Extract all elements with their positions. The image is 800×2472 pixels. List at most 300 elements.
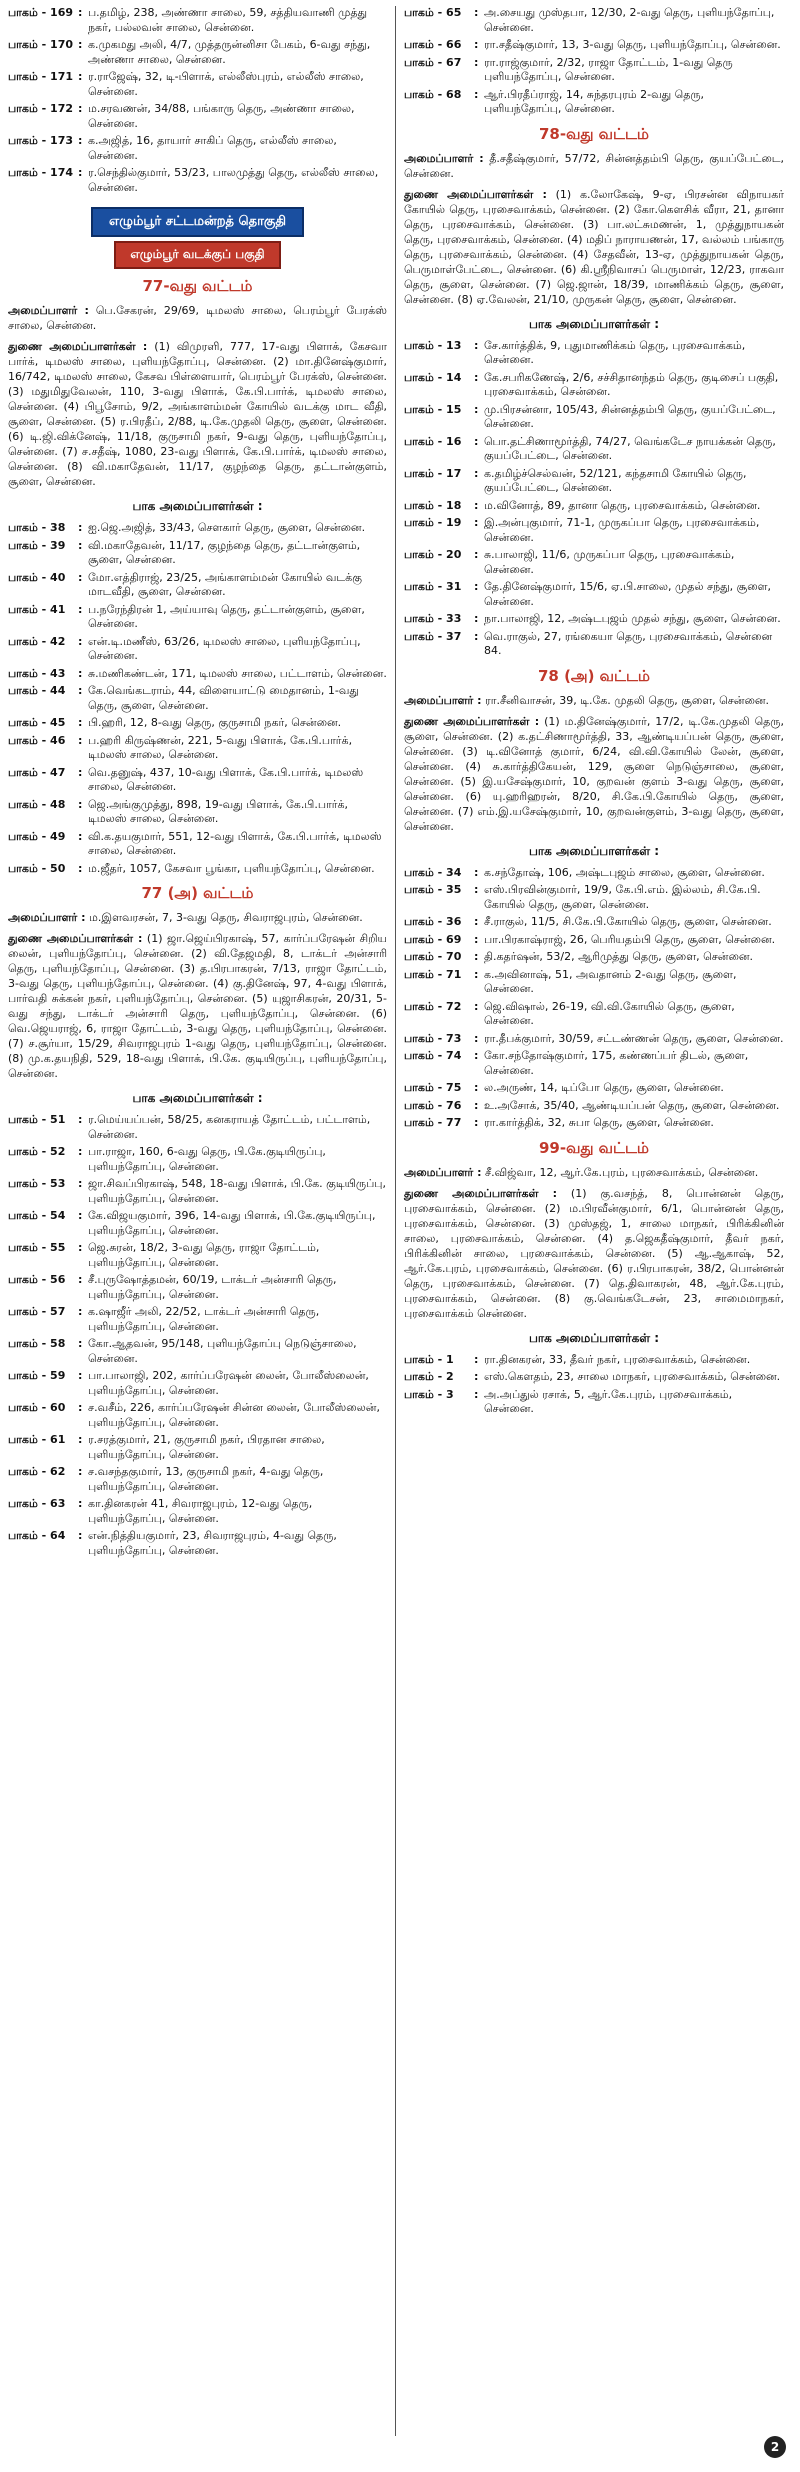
booth-number: பாகம் - 44 — [8, 684, 66, 697]
booth-number: பாகம் - 37 — [404, 629, 462, 643]
colon-separator: : — [474, 370, 479, 384]
booth-number: பாகம் - 50 — [8, 861, 66, 875]
constituency-title: எழும்பூர் சட்டமன்றத் தொகுதி — [91, 207, 304, 237]
colon-separator: : — [78, 1305, 83, 1318]
booth-number: பாகம் - 52 — [8, 1145, 66, 1158]
booth-organizer-detail: வெ.ராகுல், 27, ரங்கையா தெரு, புரசைவாக்கம், சென்னை 84. — [484, 629, 773, 657]
booth-organizer-detail: என்.நித்தியகுமார், 23, சிவராஜபுரம், 4-வது தெரு, புளியந்தோப்பு, சென்னை. — [88, 1529, 337, 1557]
booth-entry — [8, 1273, 387, 1302]
colon-separator: : — [78, 70, 83, 83]
ward-78-organizer — [404, 151, 784, 181]
booth-entry — [404, 38, 784, 53]
booth-organizer-detail: தி.கதர்ஷன், 53/2, ஆரிமுத்து தெரு, சூளை, சென்னை. — [484, 950, 754, 963]
ward-78a-title: 78 (அ) வட்டம் — [537, 666, 650, 685]
booth-organizer-detail: சீ.ராகுல், 11/5, சி.கே.பி.கோயில் தெரு, சூளை, சென்னை. — [484, 915, 772, 928]
booth-organizer-detail: சு.பாலாஜி, 11/6, முருகப்பா தெரு, புரசைவாக்கம், சென்னை. — [484, 548, 735, 576]
colon-separator: : — [474, 1031, 479, 1045]
colon-separator: : — [78, 1497, 83, 1510]
booth-number: பாகம் - 38 — [8, 521, 66, 534]
booth-entry — [404, 1388, 784, 1417]
booth-entry — [8, 1401, 387, 1430]
ward-99-organizer — [404, 1165, 784, 1180]
booth-number: பாகம் - 69 — [404, 932, 462, 946]
colon-separator: : — [78, 134, 83, 147]
booth-organizer-detail: க.அஜித், 16, தாயார் சாகிப் தெரு, எல்லீஸ் சாலை, சென்னை. — [88, 134, 337, 162]
booth-organizer-detail: ரா.ராஜ்குமார், 2/32, ராஜா தோட்டம், 1-வது தெரு புளியந்தோப்பு, சென்னை. — [484, 55, 733, 83]
booth-entry — [8, 1145, 387, 1174]
booth-entry — [404, 933, 784, 948]
booth-organizer-detail: க.சந்தோஷ், 106, அஷ்டபுஜம் சாலை, சூளை, சென்னை. — [484, 865, 765, 879]
booth-entry — [404, 548, 784, 577]
booth-organizer-detail: ர.செந்தில்குமார், 53/23, பாலமுத்து தெரு, எல்லீஸ் சாலை, சென்னை. — [88, 166, 379, 194]
colon-separator: : — [78, 1241, 83, 1254]
colon-separator: : — [474, 338, 479, 352]
colon-separator: : — [78, 602, 83, 616]
booth-entry — [8, 6, 387, 35]
left-top-entries — [8, 6, 387, 195]
booth-number: பாகம் - 72 — [404, 999, 462, 1013]
colon-separator: : — [474, 1098, 479, 1112]
booth-entry — [404, 1370, 784, 1385]
deputies-label: துணை அமைப்பாளர்கள் : — [404, 1186, 558, 1200]
booth-entry — [404, 580, 784, 609]
colon-separator: : — [474, 1352, 479, 1366]
booth-number: பாகம் - 48 — [8, 797, 66, 811]
booth-entry — [8, 571, 387, 600]
colon-separator: : — [78, 570, 83, 584]
booth-number: பாகம் - 73 — [404, 1031, 462, 1045]
colon-separator: : — [474, 402, 479, 416]
ward-78a-organizer — [404, 693, 784, 708]
booth-entry — [8, 830, 387, 859]
colon-separator: : — [474, 883, 479, 896]
colon-separator: : — [78, 1177, 83, 1190]
colon-separator: : — [474, 915, 479, 928]
booth-organizer-detail: ர.மெய்யப்பன், 58/25, கனகராயத் தோட்டம், பட்டாளம், சென்னை. — [88, 1113, 371, 1141]
booth-organizer-detail: ஜெ.விஷால், 26-19, வி.வி.கோயில் தெரு, சூளை, சென்னை. — [484, 999, 735, 1027]
booth-number: பாகம் - 60 — [8, 1401, 66, 1414]
booth-number: பாகம் - 57 — [8, 1305, 66, 1318]
ward-77-title: 77-வது வட்டம் — [142, 277, 253, 295]
booth-number: பாகம் - 59 — [8, 1369, 66, 1382]
colon-separator: : — [78, 102, 83, 115]
booth-number: பாகம் - 56 — [8, 1273, 66, 1286]
colon-separator: : — [78, 6, 83, 19]
booth-organizer-detail: ச.வசீம், 226, கார்ப்பரேஷன் சின்ன லைன், போலீஸ்லைன், புளியந்தோப்பு, சென்னை. — [88, 1401, 380, 1429]
booth-organizer-detail: ஜெ.அங்குமுத்து, 898, 19-வது பிளாக், கே.பி.பார்க், டிமலஸ் சாலை, சென்னை. — [88, 797, 349, 825]
ward-77a-title: 77 (அ) வட்டம் — [141, 884, 254, 902]
colon-separator: : — [78, 1145, 83, 1158]
booth-organizer-detail: பா.பாலாஜி, 202, கார்ப்பரேஷன் லைன், போலீஸ்லைன், புளியந்தோப்பு, சென்னை. — [88, 1369, 369, 1397]
booth-entry — [8, 1241, 387, 1270]
booth-organizer-detail: ப.ஹரி கிருஷ்ணன், 221, 5-வது பிளாக், கே.பி.பார்க், டிமலஸ் சாலை, சென்னை. — [88, 733, 353, 761]
ward-78-deputies — [404, 187, 784, 307]
booth-entry — [404, 88, 784, 117]
colon-separator: : — [474, 1387, 479, 1401]
booth-number: பாகம் - 169 — [8, 6, 74, 19]
booth-organizer-detail: கோ.சந்தோஷ்குமார், 175, கண்ணப்பர் திடல், சூளை, சென்னை. — [484, 1049, 749, 1077]
booth-entry — [404, 499, 784, 514]
booth-entry — [404, 1099, 784, 1114]
colon-separator: : — [78, 634, 83, 648]
booth-entry — [404, 467, 784, 496]
deputies-label: துணை அமைப்பாளர்கள் : — [404, 714, 540, 728]
booth-entry — [8, 766, 387, 795]
booth-entry — [404, 950, 784, 965]
booth-entry — [8, 166, 387, 195]
booth-entry — [404, 1116, 784, 1131]
ward-78-booth-list — [404, 339, 784, 659]
colon-separator: : — [474, 38, 479, 51]
ward-77-booth-list — [8, 521, 387, 876]
booth-organizer-detail: ஜா.சிவப்பிரகாஷ், 548, 18-வது பிளாக், பி.கே. குடியிருப்பு, புளியந்தோப்பு, சென்னை. — [88, 1177, 386, 1205]
booth-entry — [8, 716, 387, 731]
booth-organizer-detail: ர.ராஜேஷ், 32, டி-பிளாக், எல்லீஸ்புரம், எல்லீஸ் சாலை, சென்னை. — [88, 70, 364, 98]
booth-number: பாகம் - 173 — [8, 134, 74, 147]
colon-separator: : — [78, 521, 83, 534]
booth-organizer-detail: கே.வெங்கடராம், 44, விளையாட்டு மைதானம், 1-வது தெரு, சூளை, சென்னை. — [88, 684, 359, 712]
booth-entry — [8, 134, 387, 163]
colon-separator: : — [474, 498, 479, 512]
booth-organizer-detail: உ.அசோக், 35/40, ஆண்டியப்பன் தெரு, சூளை, சென்னை. — [484, 1098, 780, 1112]
colon-separator: : — [78, 1433, 83, 1446]
organizer-text: பெ.சேகரன், 29/69, டிமலஸ் சாலை, பெரம்பூர் பேரக்ஸ் சாலை, சென்னை. — [8, 304, 388, 332]
colon-separator: : — [474, 87, 479, 101]
colon-separator: : — [474, 932, 479, 946]
booth-number: பாகம் - 61 — [8, 1433, 66, 1446]
ward-99-title: 99-வது வட்டம் — [539, 1138, 649, 1157]
booth-entry — [8, 1529, 387, 1558]
booth-number: பாகம் - 41 — [8, 602, 66, 616]
booth-organizer-detail: ம.சரவணன், 34/88, பங்காரு தெரு, அண்ணா சாலை, சென்னை. — [88, 102, 355, 130]
booth-organizer-detail: வி.க.தயகுமார், 551, 12-வது பிளாக், கே.பி.பார்க், டிமலஸ் சாலை, சென்னை. — [88, 829, 382, 857]
booth-entry — [404, 403, 784, 432]
colon-separator: : — [78, 765, 83, 779]
booth-organizer-detail: அ.சையது முஸ்தபா, 12/30, 2-வது தெரு, புளியந்தோப்பு, சென்னை. — [484, 6, 775, 34]
booth-number: பாகம் - 67 — [404, 55, 462, 69]
booth-number: பாகம் - 13 — [404, 338, 462, 352]
booth-entry — [8, 1305, 387, 1334]
booth-entry — [404, 339, 784, 368]
booth-number: பாகம் - 2 — [404, 1370, 454, 1383]
booth-entry — [404, 612, 784, 627]
booth-organizer-detail: ஐ.ஜெ.அஜித், 33/43, சௌகார் தெரு, சூளை, சென்னை. — [88, 521, 366, 534]
ward-78-title: 78-வது வட்டம் — [539, 124, 649, 143]
booth-number: பாகம் - 62 — [8, 1465, 66, 1478]
booth-entry — [8, 38, 387, 67]
deputies-label: துணை அமைப்பாளர்கள் : — [404, 187, 547, 201]
booth-entry — [8, 70, 387, 99]
booth-entry — [8, 102, 387, 131]
booth-number: பாகம் - 174 — [8, 166, 74, 179]
booth-number: பாகம் - 75 — [404, 1081, 462, 1094]
booth-number: பாகம் - 51 — [8, 1113, 66, 1126]
booth-entry — [404, 1081, 784, 1096]
booth-organizer-detail: க.தமிழ்ச்செல்வன், 52/121, கந்தசாமி கோயில் தெரு, குயப்பேட்டை, சென்னை. — [484, 466, 747, 494]
booth-entry — [8, 1497, 387, 1526]
booth-organizer-detail: மு.பிரசன்னா, 105/43, சின்னத்தம்பி தெரு, குயப்பேட்டை, சென்னை. — [484, 402, 776, 430]
booth-number: பாகம் - 70 — [404, 950, 462, 963]
colon-separator: : — [474, 999, 479, 1013]
booth-entry — [404, 6, 784, 35]
booth-organizer-detail: ரா.சதீஷ்குமார், 13, 3-வது தெரு, புளியந்தோப்பு, சென்னை. — [484, 38, 781, 51]
colon-separator: : — [78, 861, 83, 875]
booth-organizer-detail: ல.அருண், 14, டிப்போ தெரு, சூளை, சென்னை. — [484, 1081, 724, 1094]
ward-77a-deputies — [8, 931, 387, 1081]
booth-number: பாகம் - 15 — [404, 402, 462, 416]
colon-separator: : — [78, 733, 83, 747]
ward-99-deputies — [404, 1186, 784, 1321]
booth-entry — [404, 968, 784, 997]
organizer-text: ரா.சீனிவாசன், 39, டி.கே. முதலி தெரு, சூளை, சென்னை. — [485, 693, 770, 707]
booth-organizer-detail: ம.வினோத், 89, தானா தெரு, புரசைவாக்கம், சென்னை. — [484, 498, 761, 512]
organizer-text: ம.இளவரசன், 7, 3-வது தெரு, சிவராஜபுரம், சென்னை. — [89, 911, 363, 924]
booth-number: பாகம் - 36 — [404, 915, 462, 928]
booth-number: பாகம் - 31 — [404, 580, 462, 593]
booth-number: பாகம் - 54 — [8, 1209, 66, 1222]
booth-number: பாகம் - 18 — [404, 498, 462, 512]
booth-number: பாகம் - 39 — [8, 538, 66, 552]
colon-separator: : — [78, 166, 83, 179]
colon-separator: : — [78, 1369, 83, 1382]
deputies-text: (1) க.லோகேஷ், 9-ஏ, பிரசன்ன விநாயகர் கோயில் தெரு, புரசைவாக்கம், சென்னை. (2) கோ.கௌசிக் வீரா, 21, தானா தெரு, புரசைவாக்கம், சென்னை. (3) பா.லட்சுமணன், 1, முத்துநாயகன் தெரு, புரசைவாக்கம், சென்னை. (4) மதிப் நாராயணன், 17, வல்லம் பங்காரு தெரு, புரசைவாக்கம், சென்னை. (4) சேதவீன், 13-ஏ, முத்துநாயகன் தெரு, பெருமாள்பேட்டை, சென்னை. (6) கி.ஸ்ரீநிவாசப் பெருமாள், 12/23, ராகவா தெரு, சூளை, சென்னை. (7) ஜெ.ஜான், 18/39, மாணிக்கம் தெரு, சூளை, சென்னை. (8) ஏ.வேலன், 21/10, முருகன் தெரு, சூளை, சென்னை. — [404, 187, 784, 306]
booth-organizer-detail: க.அவினாஷ், 51, அவதானம் 2-வது தெரு, சூளை, சென்னை. — [484, 967, 737, 995]
colon-separator: : — [78, 666, 83, 680]
colon-separator: : — [78, 1113, 83, 1126]
colon-separator: : — [474, 580, 479, 593]
booth-organizer-detail: தே.தினேஷ்குமார், 15/6, ஏ.பி.சாலை, முதல் சந்து, சூளை, சென்னை. — [484, 580, 772, 608]
colon-separator: : — [474, 865, 479, 879]
right-top-entries — [404, 6, 784, 117]
ward-77-booth-heading: பாக அமைப்பாளர்கள் : — [132, 499, 263, 513]
booth-organizer-detail: ப.நரேந்திரன் 1, அய்யாவு தெரு, தட்டான்குளம், சூளை, சென்னை. — [88, 602, 365, 630]
booth-organizer-detail: சு.மணிகண்டன், 171, டிமலஸ் சாலை, பட்டாளம், சென்னை. — [88, 666, 387, 680]
organizer-label: அமைப்பாளர் : — [404, 693, 482, 707]
colon-separator: : — [78, 684, 83, 697]
colon-separator: : — [474, 1370, 479, 1383]
booth-number: பாகம் - 19 — [404, 516, 462, 529]
ward-78a-booth-list — [404, 866, 784, 1131]
booth-organizer-detail: இ.அன்புகுமார், 71-1, முருகப்பா தெரு, புரசைவாக்கம், சென்னை. — [484, 516, 760, 544]
ward-77a-booth-list — [8, 1113, 387, 1558]
booth-number: பாகம் - 1 — [404, 1352, 454, 1366]
booth-entry — [8, 539, 387, 568]
booth-number: பாகம் - 74 — [404, 1049, 462, 1062]
colon-separator: : — [78, 716, 83, 729]
booth-number: பாகம் - 47 — [8, 765, 66, 779]
booth-organizer-detail: எஸ்.பிரவின்குமார், 19/9, கே.பி.எம். இல்லம், சி.கே.பி. கோயில் தெரு, சூளை, சென்னை. — [484, 883, 761, 911]
booth-organizer-detail: கா.தினகரன் 41, சிவராஜபுரம், 12-வது தெரு, புளியந்தோப்பு, சென்னை. — [88, 1497, 313, 1525]
colon-separator: : — [78, 1337, 83, 1350]
booth-entry — [8, 1465, 387, 1494]
booth-entry — [8, 1337, 387, 1366]
colon-separator: : — [474, 55, 479, 69]
constituency-banner — [8, 207, 387, 269]
booth-number: பாகம் - 171 — [8, 70, 74, 83]
booth-organizer-detail: ரா.கார்த்திக், 32, சுபா தெரு, சூளை, சென்னை. — [484, 1116, 714, 1129]
booth-number: பாகம் - 76 — [404, 1098, 462, 1112]
booth-number: பாகம் - 33 — [404, 612, 462, 625]
booth-organizer-detail: சீ.புருஷோத்தமன், 60/19, டாக்டர் அன்சாரி தெரு, புளியந்தோப்பு, சென்னை. — [88, 1273, 337, 1301]
deputies-text: (1) ஜா.ஜெய்பிரகாஷ், 57, கார்ப்பரேஷன் சிறிய லைன், புளியந்தோப்பு, சென்னை. (2) வி.தேஜமதி, 8, டாக்டர் அன்சாரி தெரு, புளியந்தோப்பு, சென்னை. (3) த.பிரபாகரன், 7/13, ராஜா தோட்டம், 3-வது தெரு, புளியந்தோப்பு, சென்னை. (4) கு.தினேஷ், 97, 4-வது பிளாக், பார்வதி சுக்கன் நகர், புளியந்தோப்பு, சென்னை. (5) யுஜாசிகரன், 20/31, 5-வது சந்து, டாக்டர் அன்சாரி தெரு, புளியந்தோப்பு, சென்னை. (6) வெ.ஜெயராஜ், 6, ராஜா தோட்டம், 3-வது தெரு, புளியந்தோப்பு, சென்னை. (7) ச.சூர்யா, 15/29, சிவராஜபுரம் 1-வது தெரு, புளியந்தோப்பு, சென்னை. (8) மு.க.தயநிதி, 529, 18-வது பிளாக், பி.கே. குடியிருப்பு, புளியந்தோப்பு, சென்னை. — [8, 932, 387, 1080]
booth-entry — [8, 667, 387, 682]
booth-organizer-detail: மோ.எத்திராஜ், 23/25, அங்காளம்மன் கோயில் வடக்கு மாடவீதி, சூளை, சென்னை. — [88, 570, 362, 598]
deputies-text: (1) கு.வசந்த், 8, பொன்னன் தெரு, புரசைவாக்கம், சென்னை. (2) ம.பிரவீன்குமார், 6/1, பொன்னன் தெரு, புரசைவாக்கம், சென்னை. (3) முஸ்தஜ், 1, சாலை மாநகர், பிரிக்கினின் சாலை, புரசைவாக்கம், சென்னை. (4) த.ஜெகதீஷ்குமார், தீவர் நகர், பிரிக்கினின் சாலை, புரசைவாக்கம், சென்னை. (5) ஆ.ஆகாஷ், 52, ஆர்.கே.புரம், புரசைவாக்கம், சென்னை. (6) ர.பிரபாகரன், 38/2, பொன்னன் தெரு, புரசைவாக்கம், சென்னை. (7) தெ.திவாகரன், 48, ஆர்.கே.புரம், புரசைவாக்கம், சென்னை. (8) கு.வெங்கடேசன், 23, சாமைமாநகர், புரசைவாக்கம் சென்னை. — [404, 1186, 784, 1320]
ward-78a-deputies — [404, 714, 784, 834]
booth-organizer-detail: சே.கார்த்திக், 9, புதுமாணிக்கம் தெரு, புரசைவாக்கம், சென்னை. — [484, 338, 746, 366]
booth-organizer-detail: பா.ராஜா, 160, 6-வது தெரு, பி.கே.குடியிருப்பு, புளியந்தோப்பு, சென்னை. — [88, 1145, 326, 1173]
booth-entry — [8, 603, 387, 632]
colon-separator: : — [78, 797, 83, 811]
deputies-text: (1) ம.தினேஷ்குமார், 17/2, டி.கே.முதலி தெரு, சூளை, சென்னை. (2) க.தட்சிணாமூர்த்தி, 33, ஆண்டியப்பன் தெரு, சூளை, சென்னை. (3) டி.வினோத் குமார், 6/24, வி.வி.கோயில் லேன், சூளை, சென்னை. (4) சு.கார்த்திகேயன், 129, சூளை நெடுஞ்சாலை, சூளை, சென்னை. (5) இ.யசேஷ்குமார், 10, குறவன் குளம் 3-வது தெரு, சூளை, சென்னை. (6) யு.ஹரிஹரன், 8/20, சி.கே.பி.கோயில் தெரு, சூளை, சென்னை. (7) எம்.இ.யசேஷ்குமார், 10, குறவன்குளம், 3-வது தெரு, சூளை, சென்னை. — [404, 714, 784, 833]
booth-number: பாகம் - 3 — [404, 1387, 454, 1401]
colon-separator: : — [78, 38, 83, 51]
colon-separator: : — [474, 434, 479, 448]
booth-number: பாகம் - 42 — [8, 634, 66, 648]
ward-77-organizer — [8, 303, 387, 333]
colon-separator: : — [474, 466, 479, 480]
booth-entry — [8, 1209, 387, 1238]
colon-separator: : — [474, 548, 479, 561]
booth-number: பாகம் - 14 — [404, 370, 462, 384]
booth-number: பாகம் - 58 — [8, 1337, 66, 1350]
colon-separator: : — [474, 1081, 479, 1094]
booth-number: பாகம் - 66 — [404, 38, 462, 51]
colon-separator: : — [78, 829, 83, 843]
colon-separator: : — [474, 629, 479, 643]
colon-separator: : — [474, 6, 479, 19]
booth-entry — [8, 1177, 387, 1206]
colon-separator: : — [474, 967, 479, 981]
booth-number: பாகம் - 63 — [8, 1497, 66, 1510]
booth-number: பாகம் - 43 — [8, 666, 66, 680]
booth-organizer-detail: என்.டி.மணீஸ், 63/26, டிமலஸ் சாலை, புளியந்தோப்பு, சென்னை. — [88, 634, 361, 662]
booth-number: பாகம் - 64 — [8, 1529, 66, 1542]
ward-99-booth-heading: பாக அமைப்பாளர்கள் : — [528, 1330, 660, 1345]
ward-78a-booth-heading: பாக அமைப்பாளர்கள் : — [528, 843, 660, 858]
booth-organizer-detail: ர.சரத்குமார், 21, குருசாமி நகர், பிரதான சாலை, புளியந்தோப்பு, சென்னை. — [88, 1433, 325, 1461]
booth-number: பாகம் - 17 — [404, 466, 462, 480]
organizer-label: அமைப்பாளர் : — [8, 911, 86, 924]
booth-entry — [404, 435, 784, 464]
booth-number: பாகம் - 172 — [8, 102, 74, 115]
booth-number: பாகம் - 77 — [404, 1116, 462, 1129]
booth-organizer-detail: பி.ஹரி, 12, 8-வது தெரு, குருசாமி நகர், சென்னை. — [88, 716, 342, 729]
booth-organizer-detail: கோ.ஆதவன், 95/148, புளியந்தோப்பு நெடுஞ்சாலை, சென்னை. — [88, 1337, 357, 1365]
organizer-text: தீ.சதீஷ்குமார், 57/72, சின்னத்தம்பி தெரு, குயப்பேட்டை, சென்னை. — [404, 151, 784, 180]
booth-organizer-detail: ரா.தீபக்குமார், 30/59, சட்டண்ணன் தெரு, சூளை, சென்னை. — [484, 1031, 784, 1045]
booth-entry — [404, 56, 784, 85]
colon-separator: : — [474, 612, 479, 625]
deputies-label: துணை அமைப்பாளர்கள் : — [8, 340, 148, 353]
booth-entry — [404, 630, 784, 659]
booth-organizer-detail: வி.மகாதேவன், 11/17, குழந்தை தெரு, தட்டான்குளம், சூளை, சென்னை. — [88, 538, 361, 566]
ward-77a-organizer — [8, 910, 387, 925]
columns — [8, 6, 792, 2436]
booth-number: பாகம் - 35 — [404, 883, 462, 896]
booth-organizer-detail: நா.பாலாஜி, 12, அஷ்டபுஜம் முதல் சந்து, சூளை, சென்னை. — [484, 612, 781, 625]
colon-separator: : — [78, 1209, 83, 1222]
colon-separator: : — [78, 538, 83, 552]
booth-entry — [404, 516, 784, 545]
organizer-text: சீ.விஜ்வா, 12, ஆர்.கே.புரம், புரசைவாக்கம், சென்னை. — [485, 1165, 759, 1179]
booth-entry — [8, 1369, 387, 1398]
booth-entry — [404, 1049, 784, 1078]
booth-number: பாகம் - 53 — [8, 1177, 66, 1190]
booth-organizer-detail: ச.வசந்தகுமார், 13, குருசாமி நகர், 4-வது தெரு, புளியந்தோப்பு, சென்னை. — [88, 1465, 324, 1493]
left-column — [8, 6, 396, 2436]
booth-entry — [8, 798, 387, 827]
booth-entry — [404, 883, 784, 912]
booth-number: பாகம் - 34 — [404, 865, 462, 879]
booth-number: பாகம் - 46 — [8, 733, 66, 747]
booth-entry — [8, 684, 387, 713]
booth-entry — [8, 521, 387, 536]
booth-entry — [404, 1032, 784, 1047]
area-title: எழும்பூர் வடக்குப் பகுதி — [114, 241, 280, 269]
right-column — [396, 6, 784, 1420]
booth-organizer-detail: ரா.தினகரன், 33, தீவர் நகர், புரசைவாக்கம், சென்னை. — [484, 1352, 751, 1366]
booth-entry — [8, 734, 387, 763]
booth-entry — [404, 371, 784, 400]
colon-separator: : — [474, 950, 479, 963]
booth-organizer-detail: ஜெ.சுரன், 18/2, 3-வது தெரு, ராஜா தோட்டம், புளியந்தோப்பு, சென்னை. — [88, 1241, 320, 1269]
booth-organizer-detail: க.ஷாஜீர் அலி, 22/52, டாக்டர் அன்சாரி தெரு, புளியந்தோப்பு, சென்னை. — [88, 1305, 320, 1333]
booth-number: பாகம் - 20 — [404, 548, 462, 561]
booth-number: பாகம் - 55 — [8, 1241, 66, 1254]
page-number-badge: 2 — [764, 2436, 786, 2458]
booth-entry — [8, 862, 387, 877]
booth-organizer-detail: பா.பிரகாஷ்ராஜ், 26, பெரியதம்பி தெரு, சூளை, சென்னை. — [484, 932, 776, 946]
colon-separator: : — [78, 1401, 83, 1414]
ward-78-booth-heading: பாக அமைப்பாளர்கள் : — [528, 316, 660, 331]
booth-number: பாகம் - 65 — [404, 6, 462, 19]
booth-organizer-detail: பொ.தட்சிணாமூர்த்தி, 74/27, வெங்கடேச நாயக்கன் தெரு, குயப்பேட்டை, சென்னை. — [484, 434, 776, 462]
deputies-text: (1) விமுரளி, 777, 17-வது பிளாக், கேசவா பார்க், டிமலஸ் சாலை, புளியந்தோப்பு, சென்னை. (2) மா.தினேஷ்குமார், 16/742, டிமலஸ் சாலை, கேசவ பிள்ளையார், பெரம்பூர் பேரக்ஸ், சென்னை. (3) மதுமிதுவேலன், 110, 3-வது பிளாக், கே.பி.பார்க், டிமலஸ் சாலை, சென்னை. (4) பிபூசோம், 9/2, அங்காளம்மன் கோயில் வடக்கு மாட வீதி, சூளை, சென்னை. (5) ர.பிரதீப், 2/88, டி.கே.முதலி தெரு, சூளை, சென்னை. (6) டி.ஜி.விக்னேஷ், 11/18, குருசாமி நகர், 9-வது தெரு, புளியந்தோப்பு, சென்னை. (7) ச.சதீஷ், 1080, 23-வது பிளாக், கே.பி.பார்க், டிமலஸ் சாலை, சென்னை. (8) வி.மகாதேவன், 11/17, குழந்தை தெரு, தட்டான்குளம், சூளை, சென்னை. — [8, 340, 387, 488]
booth-entry — [8, 635, 387, 664]
booth-number: பாகம் - 16 — [404, 434, 462, 448]
booth-entry — [404, 915, 784, 930]
organizer-label: அமைப்பாளர் : — [404, 151, 484, 165]
booth-organizer-detail: ப.தமிழ், 238, அண்ணா சாலை, 59, சத்தியவாணி முத்து நகர், பல்லவன் சாலை, சென்னை. — [88, 6, 368, 34]
booth-number: பாகம் - 45 — [8, 716, 66, 729]
colon-separator: : — [474, 1116, 479, 1129]
booth-number: பாகம் - 40 — [8, 570, 66, 584]
ward-77-deputies — [8, 339, 387, 489]
colon-separator: : — [78, 1529, 83, 1542]
deputies-label: துணை அமைப்பாளர்கள் : — [8, 932, 143, 945]
booth-organizer-detail: அ.அப்துல் ரசாக், 5, ஆர்.கே.புரம், புரசைவாக்கம், சென்னை. — [484, 1387, 733, 1415]
booth-organizer-detail: வெ.தனுஷ், 437, 10-வது பிளாக், கே.பி.பார்க், டிமலஸ் சாலை, சென்னை. — [88, 765, 364, 793]
organizer-label: அமைப்பாளர் : — [404, 1165, 482, 1179]
booth-entry — [8, 1113, 387, 1142]
booth-entry — [404, 1000, 784, 1029]
colon-separator: : — [78, 1465, 83, 1478]
ward-99-booth-list — [404, 1353, 784, 1417]
booth-organizer-detail: ஆர்.பிரதீப்ராஜ், 14, சுந்தரபுரம் 2-வது தெரு, புளியந்தோப்பு, சென்னை. — [484, 87, 705, 115]
organizer-label: அமைப்பாளர் : — [8, 304, 89, 317]
ward-77a-booth-heading: பாக அமைப்பாளர்கள் : — [132, 1091, 263, 1105]
colon-separator: : — [474, 516, 479, 529]
booth-organizer-detail: க.முகமது அலி, 4/7, முத்தருன்னிசா பேகம், 6-வது சந்து, அண்ணா சாலை, சென்னை. — [88, 38, 371, 66]
booth-entry — [8, 1433, 387, 1462]
booth-entry — [404, 1353, 784, 1368]
colon-separator: : — [474, 1049, 479, 1062]
booth-entry — [404, 866, 784, 881]
booth-organizer-detail: கே.விஜயகுமார், 396, 14-வது பிளாக், பி.கே.குடியிருப்பு, புளியந்தோப்பு, சென்னை. — [88, 1209, 376, 1237]
colon-separator: : — [78, 1273, 83, 1286]
booth-organizer-detail: ம.ஜீதர், 1057, கேசவா பூங்கா, புளியந்தோப்பு, சென்னை. — [88, 861, 375, 875]
